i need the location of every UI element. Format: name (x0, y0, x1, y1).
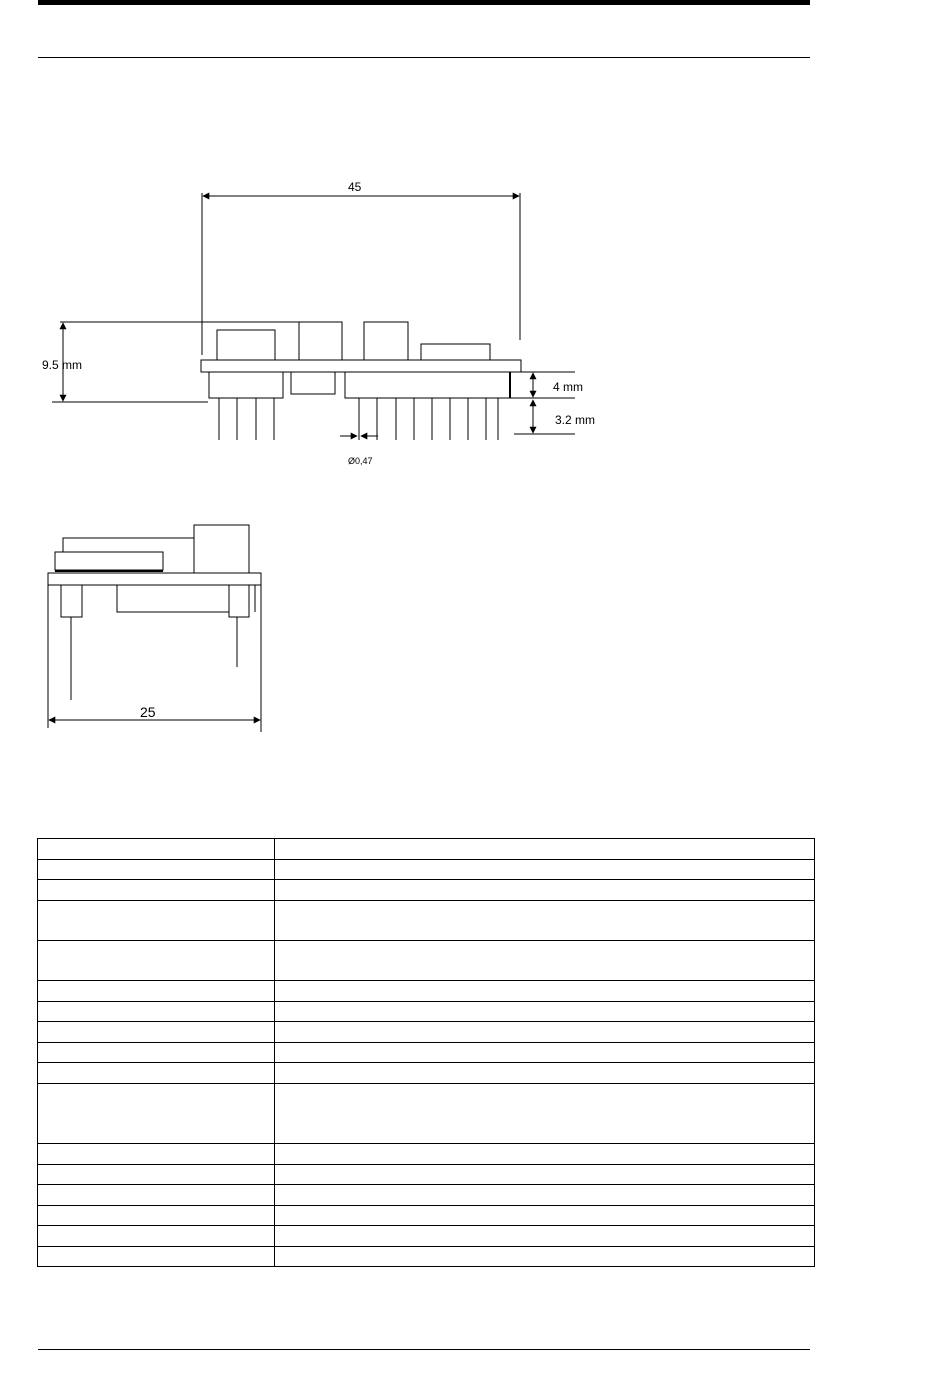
side-connector-right (229, 585, 249, 617)
table-cell-value (275, 1144, 815, 1165)
table-cell-label (38, 1185, 275, 1206)
connector-right (345, 372, 510, 398)
table-cell-value (275, 1022, 815, 1043)
table-cell-label (38, 1226, 275, 1247)
table-row (38, 981, 815, 1002)
table-cell-label (38, 880, 275, 901)
side-width-label-25: 25 (140, 704, 156, 720)
table-row (38, 1185, 815, 1206)
table-row (38, 1165, 815, 1185)
table-cell-label (38, 901, 275, 941)
table-cell-label (38, 1063, 275, 1084)
table-row (38, 1206, 815, 1226)
table-cell-label (38, 1206, 275, 1226)
table-row (38, 1063, 815, 1084)
table-cell-value (275, 1226, 815, 1247)
component-1 (217, 330, 275, 360)
table-row (38, 839, 815, 860)
footer-rule (38, 1349, 810, 1350)
pins-left (219, 398, 274, 440)
component-3 (364, 322, 408, 360)
table-cell-label (38, 1043, 275, 1063)
table-row (38, 1022, 815, 1043)
table-cell-label (38, 839, 275, 860)
table-cell-label (38, 1022, 275, 1043)
table-cell-value (275, 1084, 815, 1144)
table-row (38, 880, 815, 901)
pin-diameter-label: Ø0,47 (348, 456, 373, 466)
table-cell-value (275, 1206, 815, 1226)
top-view (52, 193, 575, 440)
component-under (291, 372, 335, 394)
table-cell-label (38, 981, 275, 1002)
table-row (38, 941, 815, 981)
table-cell-label (38, 860, 275, 880)
side-component-tall (194, 525, 249, 573)
table-cell-value (275, 1063, 815, 1084)
table-cell-value (275, 1043, 815, 1063)
side-view (48, 525, 261, 732)
spec-table (37, 838, 815, 1267)
table-cell-label (38, 1247, 275, 1267)
pins-right (359, 398, 498, 440)
table-cell-value (275, 880, 815, 901)
clearance-label: 4 mm (553, 380, 583, 394)
component-4 (421, 344, 490, 360)
table-cell-value (275, 1247, 815, 1267)
table-cell-value (275, 941, 815, 981)
table-row (38, 1144, 815, 1165)
table-cell-label (38, 1144, 275, 1165)
table-cell-value (275, 1002, 815, 1022)
table-row (38, 1043, 815, 1063)
table-cell-label (38, 1084, 275, 1144)
table-cell-label (38, 1002, 275, 1022)
component-2 (299, 322, 342, 360)
side-pcb-board (48, 573, 261, 585)
table-row (38, 1002, 815, 1022)
table-row (38, 860, 815, 880)
connector-left (209, 372, 283, 398)
table-cell-label (38, 1165, 275, 1185)
side-component-flat (55, 552, 163, 570)
table-cell-value (275, 839, 815, 860)
table-cell-value (275, 1165, 815, 1185)
table-cell-value (275, 1185, 815, 1206)
table-row (38, 901, 815, 941)
table-row (38, 1084, 815, 1144)
width-label-45: 45 (348, 180, 362, 194)
table-row (38, 1226, 815, 1247)
side-under-part (117, 585, 229, 612)
pcb-board (201, 360, 521, 372)
side-component-outline (63, 538, 194, 552)
table-cell-value (275, 901, 815, 941)
pin-length-label: 3.2 mm (555, 413, 596, 427)
side-connector-left (61, 585, 82, 617)
table-row (38, 1247, 815, 1267)
table-cell-value (275, 860, 815, 880)
table-cell-value (275, 981, 815, 1002)
height-label: 9.5 mm (42, 358, 83, 372)
table-cell-label (38, 941, 275, 981)
